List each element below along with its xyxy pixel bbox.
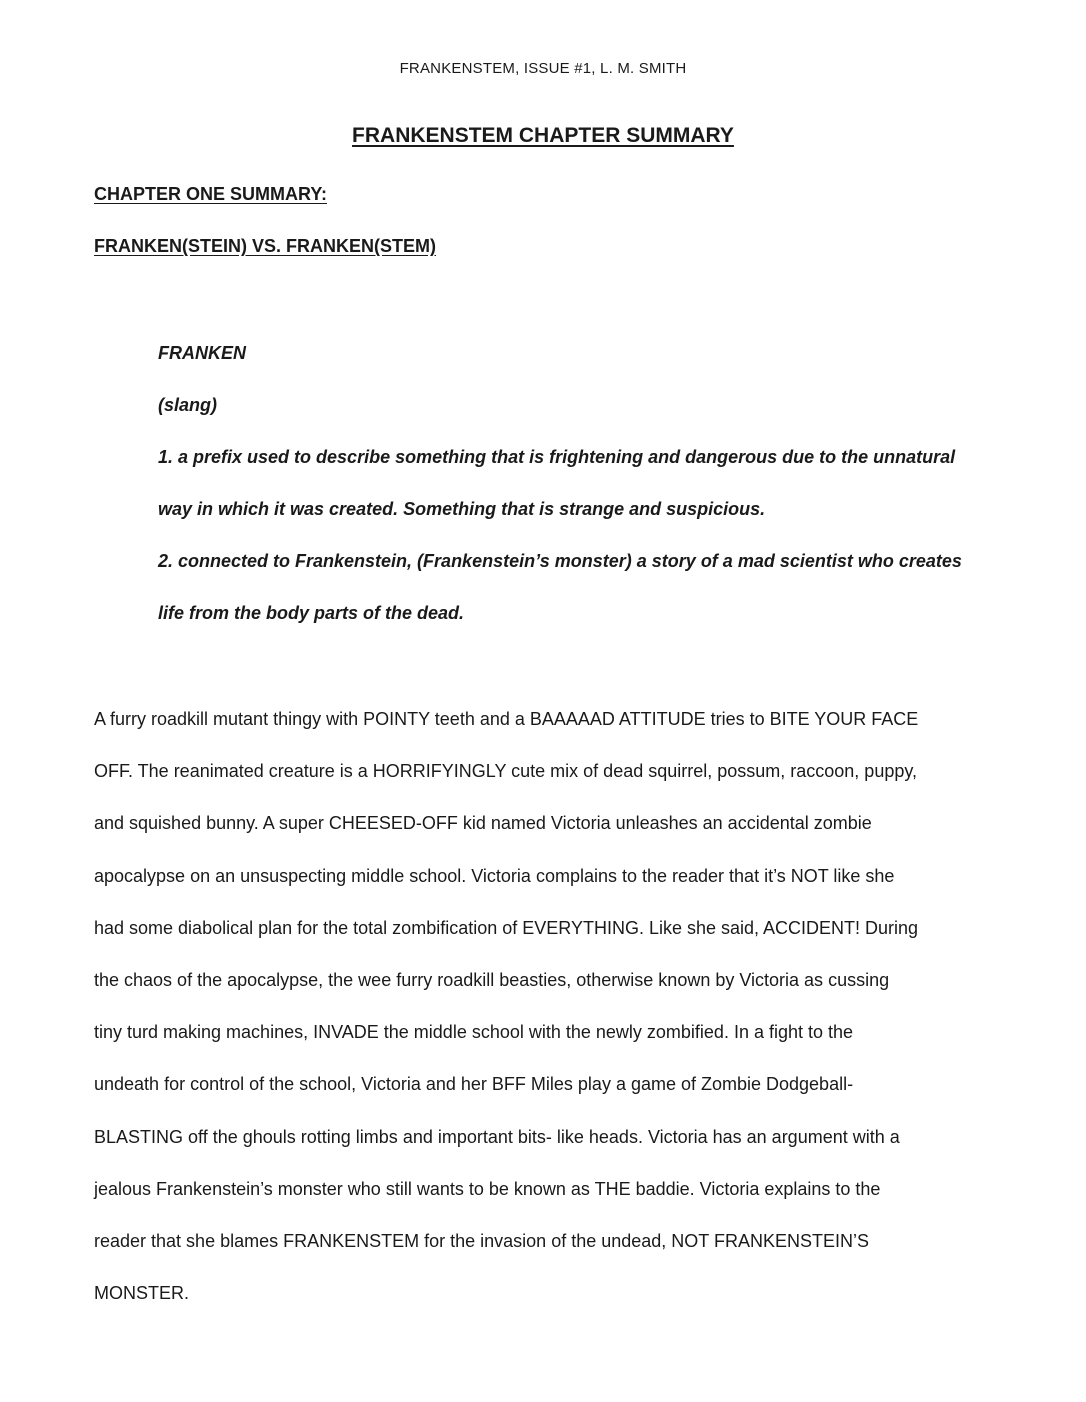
summary-line: the chaos of the apocalypse, the wee furry roadkill beasties, otherwise known by Victoria as cussing [94,970,890,991]
summary-line: MONSTER. [94,1283,190,1304]
summary-line: apocalypse on an unsuspecting middle school. Victoria complains to the reader that it’s NOT like she [94,865,895,886]
chapter-heading: CHAPTER ONE SUMMARY: [94,184,327,204]
definition-line: 2. connected to Frankenstein, (Frankenstein’s monster) a story of a mad scientist who creates [158,551,962,571]
definition-term: FRANKEN [158,343,246,363]
summary-line: A furry roadkill mutant thingy with POINTY teeth and a BAAAAAD ATTITUDE tries to BITE YOUR FACE [94,709,919,729]
definition-line: 1. a prefix used to describe something that is frightening and dangerous due to the unnatural [158,447,956,467]
summary-line: had some diabolical plan for the total zombification of EVERYTHING. Like she said, ACCIDENT! During [94,917,919,938]
definition-line: life from the body parts of the dead. [158,603,465,623]
summary-line: reader that she blames FRANKENSTEM for the invasion of the undead, NOT FRANKENSTEIN’S [94,1231,869,1252]
summary-line: jealous Frankenstein’s monster who still wants to be known as THE baddie. Victoria explains to the [94,1178,881,1199]
summary-line: OFF. The reanimated creature is a HORRIFYINGLY cute mix of dead squirrel, possum, raccoon, puppy, [94,761,918,782]
document-title: FRANKENSTEM CHAPTER SUMMARY [352,124,734,147]
chapter-subtitle: FRANKEN(STEIN) VS. FRANKEN(STEM) [94,236,436,256]
summary-line: undeath for control of the school, Victoria and her BFF Miles play a game of Zombie Dodgeball- [94,1074,854,1095]
definition-line: way in which it was created. Something that is strange and suspicious. [158,499,766,519]
summary-line: and squished bunny. A super CHEESED-OFF kid named Victoria unleashes an accidental zombie [94,813,872,834]
definition-block [158,327,998,639]
summary-line: tiny turd making machines, INVADE the middle school with the newly zombified. In a fight to the [94,1022,854,1043]
summary-line: BLASTING off the ghouls rotting limbs and important bits- like heads. Victoria has an argument with a [94,1126,900,1147]
running-header: FRANKENSTEM, ISSUE #1, L. M. SMITH [399,60,687,77]
summary-paragraph [94,693,994,1319]
definition-usage-label: (slang) [158,395,218,415]
